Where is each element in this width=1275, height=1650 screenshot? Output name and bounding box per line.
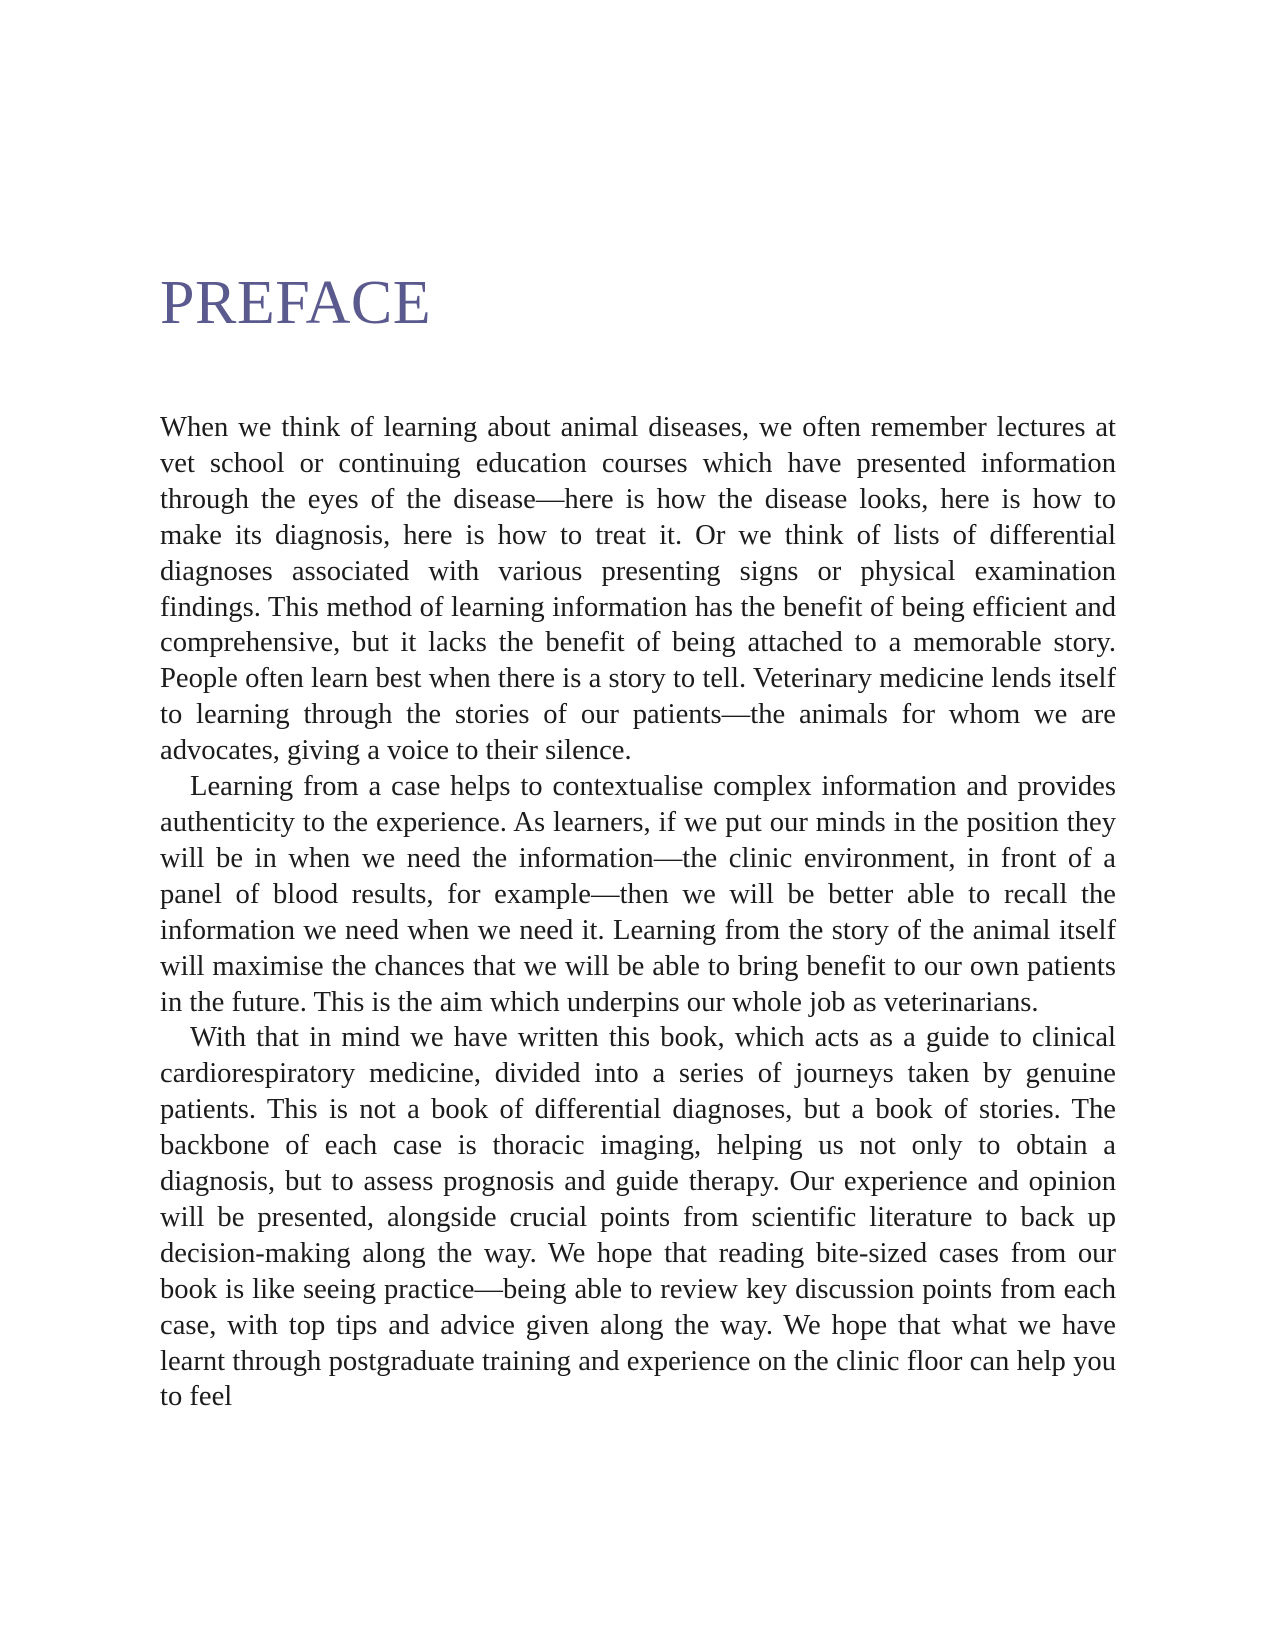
paragraph-2: Learning from a case helps to contextualise complex information and provides authenticity to the experience. As learners, if we put our minds in the position they will be in when we need the information—the clinic environment, in front of a panel of blood results, for example—then we will be better able to recall the information we need when we need it. Learning from the story of the animal itself will maximise the chances that we will be able to bring benefit to our own patients in the future. This is the aim which underpins our whole job as veterinarians.	[160, 771, 1116, 1018]
page-heading: PREFACE	[160, 269, 432, 337]
paragraph-1: When we think of learning about animal diseases, we often remember lectures at vet school or continuing education courses which have presented information through the eyes of the disease—here is how the disease looks, here is how to make its diagnosis, here is how to treat it. Or we think of lists of differential diagnoses associated with various presenting signs or physical examination findings. This method of learning information has the benefit of being efficient and comprehensive, but it lacks the benefit of being attached to a memorable story. People often learn best when there is a story to tell. Veterinary medicine lends itself to learning through the stories of our patients—the animals for whom we are advocates, giving a voice to their silence.	[160, 412, 1116, 767]
paragraph-3: With that in mind we have written this book, which acts as a guide to clinical cardiorespiratory medicine, divided into a series of journeys taken by genuine patients. This is not a book of differential diagnoses, but a book of stories. The backbone of each case is thoracic imaging, helping us not only to obtain a diagnosis, but to assess prognosis and guide therapy. Our experience and opinion will be presented, alongside crucial points from scientific literature to back up decision-making along the way. We hope that reading bite-sized cases from our book is like seeing practice—being able to review key discussion points from each case, with top tips and advice given along the way. We hope that what we have learnt through postgraduate training and experience on the clinic floor can help you to feel	[160, 1022, 1116, 1413]
preface-body	[160, 410, 1116, 1415]
